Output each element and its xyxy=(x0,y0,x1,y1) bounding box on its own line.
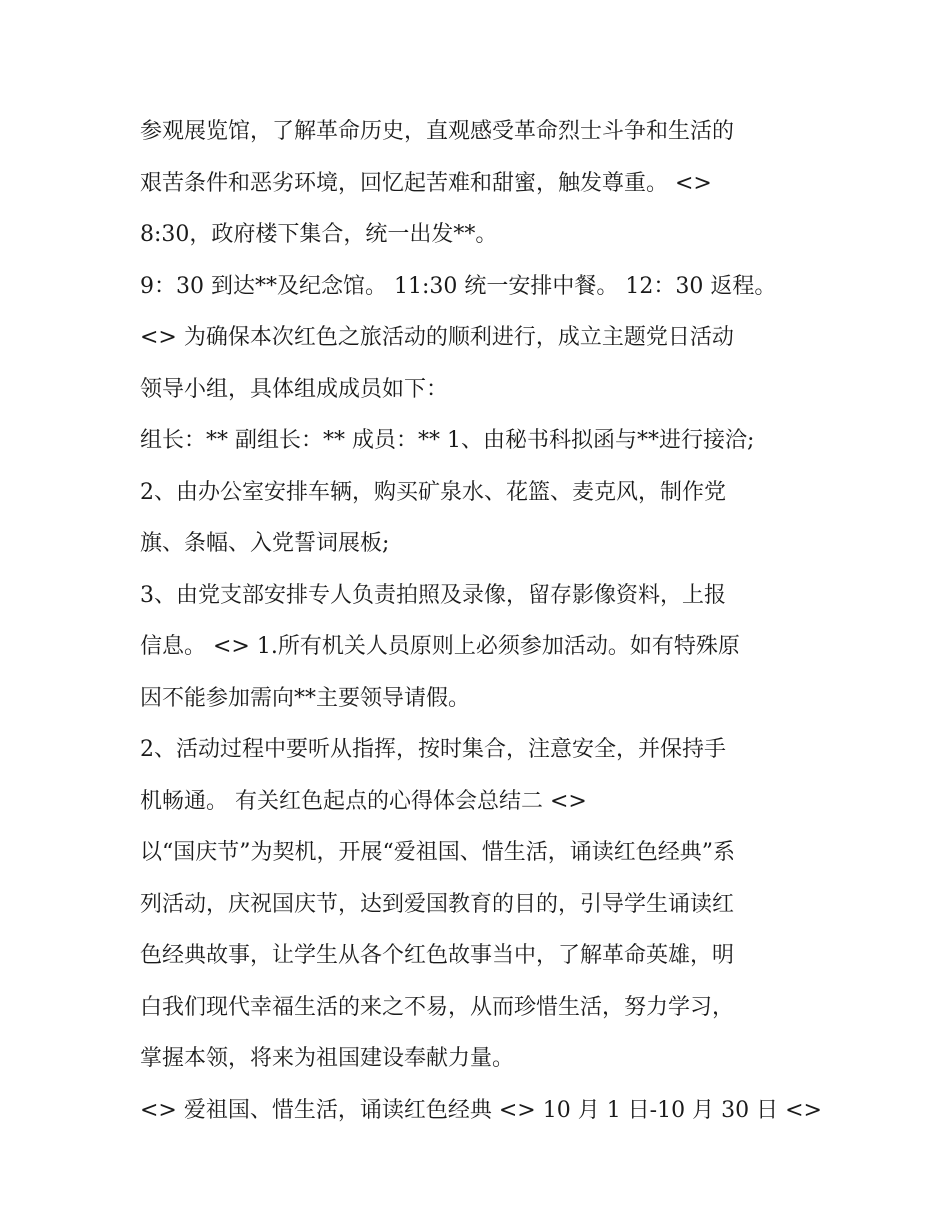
text-line: 掌握本领，将来为祖国建设奉献力量。 xyxy=(140,1046,515,1071)
text-line: 8:30，政府楼下集合，统一出发**。 xyxy=(140,222,498,247)
text-line: 2、由办公室安排车辆，购买矿泉水、花篮、麦克风，制作党 xyxy=(140,479,726,505)
text-line: 信息。 <> 1.所有机关人员原则上必须参加活动。如有特殊原 xyxy=(140,634,740,659)
text-line: 列活动，庆祝国庆节，达到爱国教育的目的，引导学生诵读红 xyxy=(140,891,735,917)
text-line: 色经典故事，让学生从各个红色故事当中，了解革命英雄，明 xyxy=(140,943,735,968)
text-line: 9：30 到达**及纪念馆。 11:30 统一安排中餐。 12：30 返程。 xyxy=(140,273,777,299)
text-line: <> 爱祖国、惜生活，诵读红色经典 <> 10 月 1 日-10 月 30 日 <> xyxy=(140,1097,822,1123)
text-line: 以“国庆节”为契机，开展“爱祖国、惜生活，诵读红色经典”系 xyxy=(140,840,735,865)
text-line: <> 为确保本次红色之旅活动的顺利进行，成立主题党日活动 xyxy=(140,325,734,350)
text-line: 因不能参加需向**主要领导请假。 xyxy=(140,685,471,711)
body-text xyxy=(140,106,820,1136)
text-line: 旗、条幅、入党誓词展板; xyxy=(140,531,390,556)
text-line: 领导小组，具体组成成员如下： xyxy=(140,376,449,402)
text-line: 参观展览馆，了解革命历史，直观感受革命烈士斗争和生活的 xyxy=(140,119,735,144)
text-line: 机畅通。 有关红色起点的心得体会总结二 <> xyxy=(140,788,587,814)
text-line: 3、由党支部安排专人负责拍照及录像，留存影像资料，上报 xyxy=(140,582,726,608)
text-line: 白我们现代幸福生活的来之不易，从而珍惜生活，努力学习， xyxy=(140,994,735,1020)
text-line: 2、活动过程中要听从指挥，按时集合，注意安全，并保持手 xyxy=(140,737,726,762)
text-line: 组长：** 副组长：** 成员：** 1、由秘书科拟函与**进行接洽; xyxy=(140,428,755,453)
text-line: 艰苦条件和恶劣环境，回忆起苦难和甜蜜，触发尊重。 <> xyxy=(140,170,712,196)
